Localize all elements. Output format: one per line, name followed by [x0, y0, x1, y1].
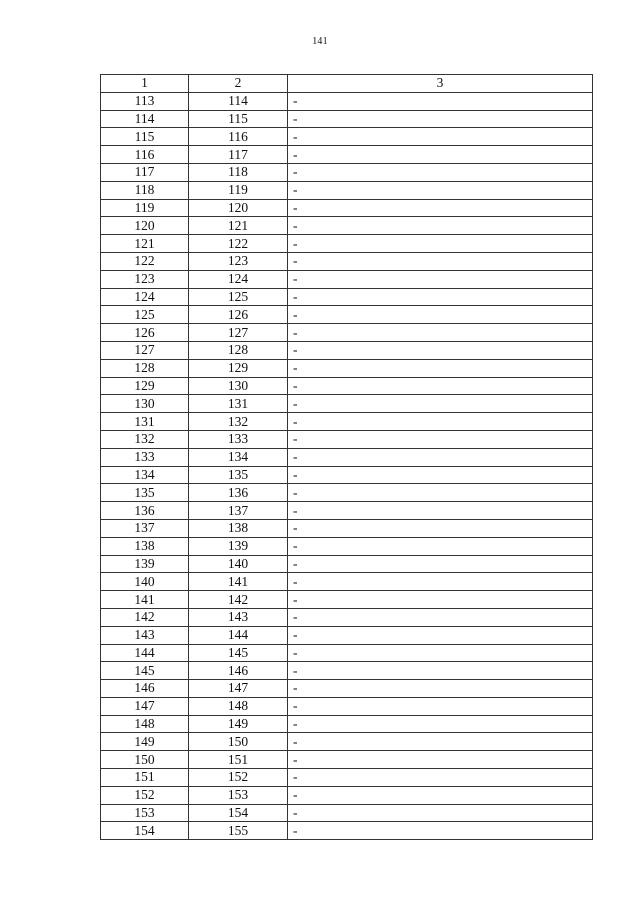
cell-col-1: 144 [101, 644, 189, 662]
cell-col-2: 138 [189, 519, 288, 537]
table-row [101, 341, 593, 359]
cell-col-1: 119 [101, 199, 189, 217]
cell-col-1: 130 [101, 395, 189, 413]
table-row [101, 591, 593, 609]
cell-col-2: 132 [189, 413, 288, 431]
cell-col-1: 145 [101, 662, 189, 680]
table-row [101, 626, 593, 644]
table-row [101, 448, 593, 466]
cell-col-2: 128 [189, 341, 288, 359]
cell-col-2: 133 [189, 430, 288, 448]
cell-col-3: - [288, 163, 593, 181]
cell-col-2: 147 [189, 680, 288, 698]
cell-col-2: 117 [189, 146, 288, 164]
cell-col-1: 122 [101, 252, 189, 270]
cell-col-2: 118 [189, 163, 288, 181]
cell-col-3: - [288, 270, 593, 288]
table-row [101, 751, 593, 769]
cell-col-3: - [288, 448, 593, 466]
cell-col-2: 140 [189, 555, 288, 573]
cell-col-1: 152 [101, 786, 189, 804]
cell-col-2: 122 [189, 235, 288, 253]
cell-col-2: 124 [189, 270, 288, 288]
cell-col-1: 125 [101, 306, 189, 324]
cell-col-1: 113 [101, 92, 189, 110]
cell-col-1: 154 [101, 822, 189, 840]
cell-col-2: 144 [189, 626, 288, 644]
cell-col-2: 116 [189, 128, 288, 146]
column-header-2: 2 [189, 75, 288, 93]
table-row [101, 377, 593, 395]
cell-col-3: - [288, 377, 593, 395]
cell-col-1: 151 [101, 769, 189, 787]
table-row [101, 359, 593, 377]
cell-col-2: 148 [189, 697, 288, 715]
cell-col-3: - [288, 466, 593, 484]
cell-col-1: 141 [101, 591, 189, 609]
cell-col-1: 138 [101, 537, 189, 555]
cell-col-3: - [288, 92, 593, 110]
cell-col-2: 114 [189, 92, 288, 110]
cell-col-1: 153 [101, 804, 189, 822]
cell-col-1: 121 [101, 235, 189, 253]
cell-col-1: 134 [101, 466, 189, 484]
table-body [101, 92, 593, 839]
cell-col-2: 149 [189, 715, 288, 733]
table-row [101, 822, 593, 840]
data-table-container [100, 74, 592, 840]
cell-col-3: - [288, 359, 593, 377]
table-row [101, 484, 593, 502]
table-row [101, 715, 593, 733]
cell-col-1: 149 [101, 733, 189, 751]
cell-col-2: 119 [189, 181, 288, 199]
cell-col-3: - [288, 199, 593, 217]
cell-col-1: 148 [101, 715, 189, 733]
table-row [101, 804, 593, 822]
table-row [101, 644, 593, 662]
cell-col-3: - [288, 644, 593, 662]
cell-col-2: 139 [189, 537, 288, 555]
table-row [101, 270, 593, 288]
cell-col-2: 152 [189, 769, 288, 787]
cell-col-2: 155 [189, 822, 288, 840]
cell-col-1: 137 [101, 519, 189, 537]
cell-col-2: 150 [189, 733, 288, 751]
cell-col-2: 151 [189, 751, 288, 769]
cell-col-1: 117 [101, 163, 189, 181]
cell-col-1: 135 [101, 484, 189, 502]
cell-col-3: - [288, 110, 593, 128]
cell-col-3: - [288, 591, 593, 609]
table-row [101, 163, 593, 181]
table-row [101, 217, 593, 235]
cell-col-2: 154 [189, 804, 288, 822]
cell-col-3: - [288, 395, 593, 413]
table-row [101, 519, 593, 537]
cell-col-2: 146 [189, 662, 288, 680]
cell-col-3: - [288, 626, 593, 644]
cell-col-2: 121 [189, 217, 288, 235]
cell-col-3: - [288, 804, 593, 822]
table-row [101, 733, 593, 751]
cell-col-1: 120 [101, 217, 189, 235]
cell-col-2: 142 [189, 591, 288, 609]
cell-col-1: 126 [101, 324, 189, 342]
cell-col-3: - [288, 715, 593, 733]
cell-col-3: - [288, 252, 593, 270]
cell-col-2: 137 [189, 502, 288, 520]
table-row [101, 608, 593, 626]
cell-col-3: - [288, 181, 593, 199]
cell-col-1: 128 [101, 359, 189, 377]
cell-col-3: - [288, 786, 593, 804]
table-row [101, 199, 593, 217]
cell-col-3: - [288, 822, 593, 840]
table-row [101, 181, 593, 199]
cell-col-1: 115 [101, 128, 189, 146]
cell-col-3: - [288, 146, 593, 164]
cell-col-2: 145 [189, 644, 288, 662]
cell-col-3: - [288, 662, 593, 680]
page-number: 141 [312, 36, 328, 47]
cell-col-2: 136 [189, 484, 288, 502]
cell-col-1: 131 [101, 413, 189, 431]
cell-col-1: 123 [101, 270, 189, 288]
cell-col-3: - [288, 306, 593, 324]
table-row [101, 146, 593, 164]
table-row [101, 92, 593, 110]
cell-col-1: 133 [101, 448, 189, 466]
cell-col-2: 153 [189, 786, 288, 804]
cell-col-3: - [288, 502, 593, 520]
table-row [101, 697, 593, 715]
cell-col-2: 135 [189, 466, 288, 484]
table-row [101, 252, 593, 270]
table-row [101, 413, 593, 431]
table-row [101, 395, 593, 413]
cell-col-2: 134 [189, 448, 288, 466]
table-row [101, 680, 593, 698]
table-row [101, 128, 593, 146]
column-header-1: 1 [101, 75, 189, 93]
table-row [101, 555, 593, 573]
cell-col-3: - [288, 128, 593, 146]
cell-col-1: 142 [101, 608, 189, 626]
table-row [101, 786, 593, 804]
cell-col-1: 114 [101, 110, 189, 128]
cell-col-2: 123 [189, 252, 288, 270]
cell-col-2: 127 [189, 324, 288, 342]
cell-col-3: - [288, 608, 593, 626]
column-header-3: 3 [288, 75, 593, 93]
cell-col-2: 115 [189, 110, 288, 128]
cell-col-3: - [288, 235, 593, 253]
cell-col-3: - [288, 537, 593, 555]
table-row [101, 235, 593, 253]
cell-col-3: - [288, 413, 593, 431]
cell-col-3: - [288, 697, 593, 715]
cell-col-1: 146 [101, 680, 189, 698]
cell-col-1: 116 [101, 146, 189, 164]
table-row [101, 573, 593, 591]
cell-col-1: 143 [101, 626, 189, 644]
cell-col-2: 126 [189, 306, 288, 324]
cell-col-1: 118 [101, 181, 189, 199]
cell-col-1: 127 [101, 341, 189, 359]
cell-col-3: - [288, 484, 593, 502]
cell-col-2: 125 [189, 288, 288, 306]
cell-col-2: 143 [189, 608, 288, 626]
data-table [100, 74, 593, 840]
cell-col-1: 124 [101, 288, 189, 306]
cell-col-3: - [288, 341, 593, 359]
table-row [101, 537, 593, 555]
cell-col-3: - [288, 519, 593, 537]
cell-col-1: 140 [101, 573, 189, 591]
table-row [101, 769, 593, 787]
table-header-row [101, 75, 593, 93]
cell-col-2: 131 [189, 395, 288, 413]
cell-col-3: - [288, 573, 593, 591]
cell-col-2: 129 [189, 359, 288, 377]
table-row [101, 324, 593, 342]
cell-col-1: 150 [101, 751, 189, 769]
cell-col-3: - [288, 680, 593, 698]
cell-col-3: - [288, 751, 593, 769]
table-row [101, 306, 593, 324]
cell-col-1: 147 [101, 697, 189, 715]
cell-col-3: - [288, 769, 593, 787]
cell-col-2: 120 [189, 199, 288, 217]
cell-col-3: - [288, 733, 593, 751]
cell-col-3: - [288, 555, 593, 573]
cell-col-3: - [288, 430, 593, 448]
table-row [101, 110, 593, 128]
table-row [101, 466, 593, 484]
cell-col-3: - [288, 324, 593, 342]
cell-col-1: 136 [101, 502, 189, 520]
cell-col-2: 130 [189, 377, 288, 395]
cell-col-3: - [288, 288, 593, 306]
cell-col-1: 132 [101, 430, 189, 448]
cell-col-3: - [288, 217, 593, 235]
cell-col-2: 141 [189, 573, 288, 591]
cell-col-1: 129 [101, 377, 189, 395]
table-row [101, 430, 593, 448]
cell-col-1: 139 [101, 555, 189, 573]
table-row [101, 288, 593, 306]
table-row [101, 502, 593, 520]
table-row [101, 662, 593, 680]
